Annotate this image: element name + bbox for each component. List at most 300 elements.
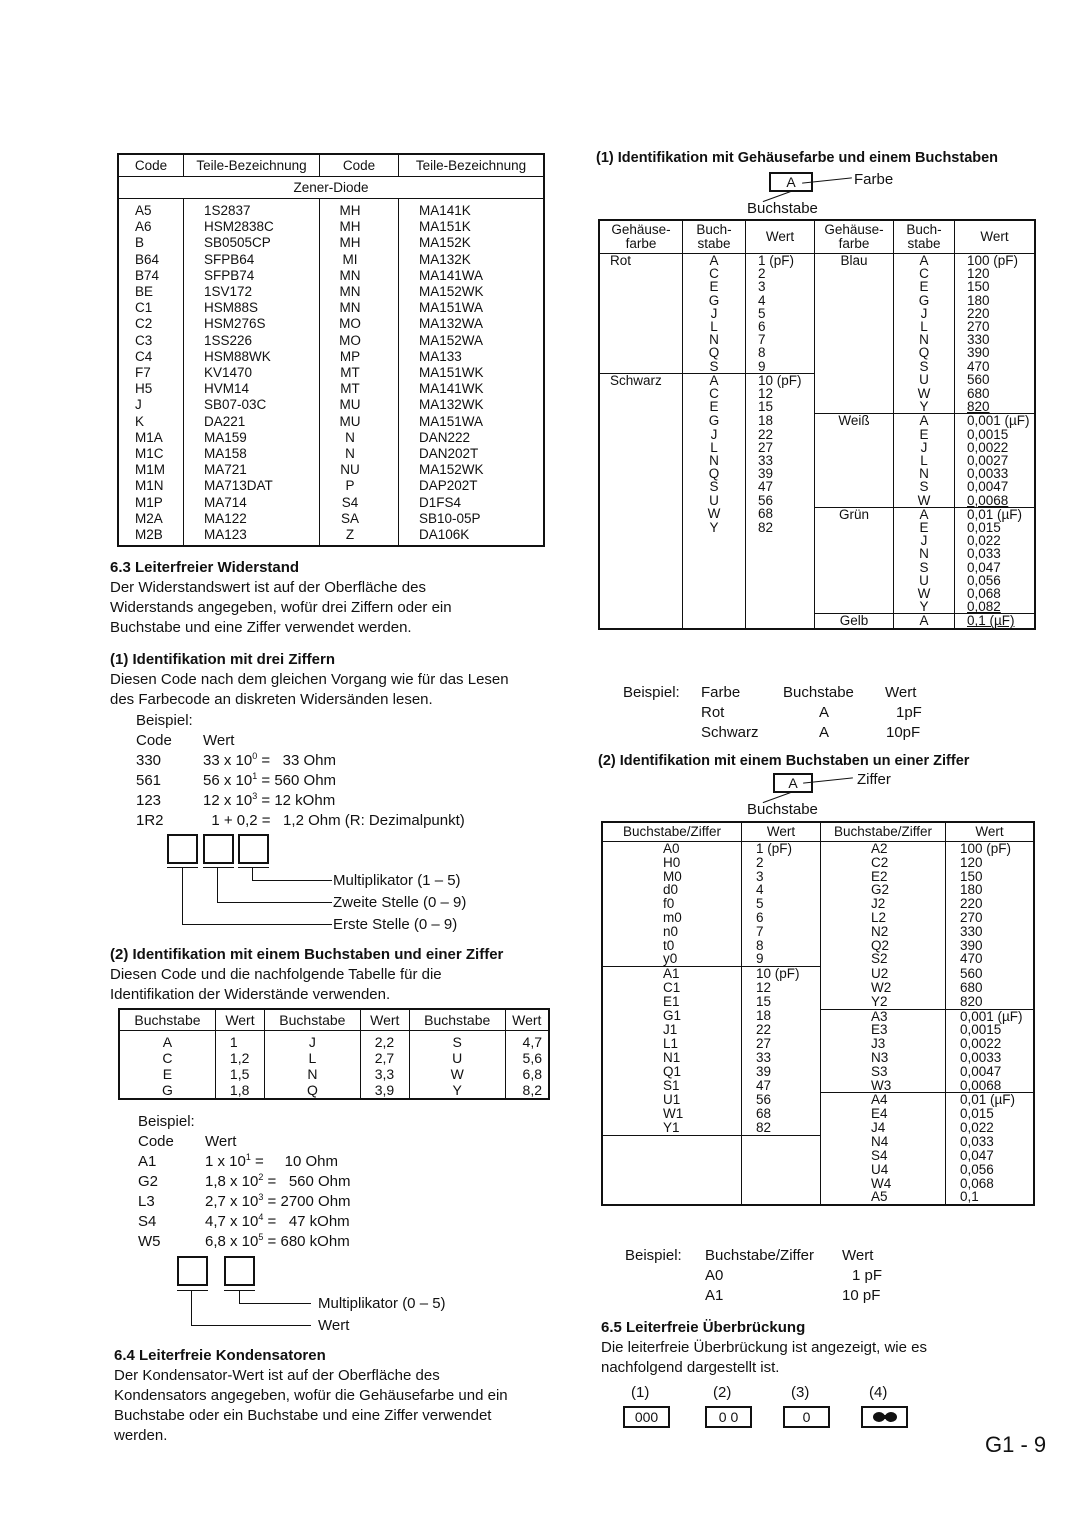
value-cell: 0,0068	[946, 1079, 1035, 1093]
zener-part: MA132WK	[399, 397, 545, 413]
value-cell	[746, 614, 815, 629]
zener-code: B64	[135, 251, 160, 267]
jumper-label: (1)	[631, 1384, 650, 1401]
color-letter-box: A	[769, 172, 813, 192]
letter-cell: A	[894, 254, 955, 268]
table-row	[118, 219, 544, 235]
zener-code: B	[135, 235, 145, 251]
label-second-digit: Zweite Stelle (0 – 9)	[333, 894, 467, 911]
value-cell: 1,8	[215, 1082, 264, 1099]
jumper-label: (3)	[791, 1384, 810, 1401]
zener-part: MA152WA	[399, 333, 545, 349]
letter-cell: E	[894, 521, 955, 534]
zener-code: MP	[320, 349, 399, 365]
value-cell: 8	[742, 939, 821, 953]
body-line: des Farbecode an diskreten Widersänden lesen.	[110, 691, 433, 708]
header-cell: Wert	[505, 1009, 549, 1031]
example-value: 10pF	[886, 724, 921, 741]
letter-digit-box: A	[773, 773, 813, 793]
zener-part: DAN222	[399, 430, 545, 446]
resistor-letter-table	[118, 1008, 550, 1100]
value-cell	[746, 547, 815, 560]
zener-part: MA151WA	[399, 300, 545, 316]
label-multiplier: Multiplikator (0 – 5)	[318, 1295, 446, 1312]
letter-cell: A	[894, 507, 955, 521]
value-cell: 6	[742, 911, 821, 925]
example-code: A1	[138, 1153, 157, 1170]
table-row	[599, 547, 1035, 560]
letter-cell: J	[894, 441, 955, 454]
table-row	[118, 333, 544, 349]
value-cell: 0,068	[946, 1177, 1035, 1191]
letter-cell: E	[894, 428, 955, 441]
header-cell: Wert	[742, 822, 821, 842]
letter-cell: Q	[265, 1082, 361, 1099]
table-row	[118, 268, 544, 284]
example-code: G2	[138, 1173, 159, 1190]
value-cell: 0,0027	[955, 454, 1036, 467]
zener-part: DA106K	[399, 527, 545, 546]
value-cell: 0,0015	[946, 1023, 1035, 1037]
zener-part: MA151WK	[399, 365, 545, 381]
code-cell: S1	[602, 1079, 742, 1093]
label-first-digit: Erste Stelle (0 – 9)	[333, 916, 458, 933]
letter-cell: G	[683, 414, 746, 428]
table-row	[118, 478, 544, 494]
zener-code: N	[320, 430, 399, 446]
code-cell: M0	[602, 870, 742, 884]
section-6-3-body	[110, 578, 452, 638]
value-cell: 82	[742, 1121, 821, 1135]
example-code: S4	[138, 1213, 157, 1230]
body-line: Der Kondensator-Wert ist auf der Oberfläche des	[114, 1367, 440, 1384]
section-6-5-title: 6.5 Leiterfreie Überbrückung	[601, 1319, 806, 1336]
color-cell	[815, 574, 894, 587]
value-cell: 0,022	[955, 534, 1036, 547]
code-cell: S2	[821, 952, 946, 966]
zener-code: M2B	[135, 527, 163, 543]
header-cell: Buch- stabe	[894, 220, 955, 254]
value-cell: 220	[946, 897, 1035, 911]
letter-cell	[683, 547, 746, 560]
zener-code: MH	[320, 235, 399, 251]
table-row	[599, 294, 1035, 307]
value-cell: 56	[746, 494, 815, 508]
value-cell: 0,056	[955, 574, 1036, 587]
value-cell: 0,015	[946, 1107, 1035, 1121]
letter-cell: A	[683, 254, 746, 268]
value-cell: 390	[955, 346, 1036, 359]
value-cell: 27	[742, 1037, 821, 1051]
zener-part: KV1470	[184, 365, 320, 381]
table-row	[602, 1121, 1034, 1135]
code-cell	[602, 1190, 742, 1205]
table-row	[118, 365, 544, 381]
value-cell: 33	[742, 1051, 821, 1065]
table-row	[119, 1066, 549, 1082]
letter-cell: S	[683, 480, 746, 493]
zener-part: MA141WK	[399, 381, 545, 397]
letter-cell: N	[894, 467, 955, 480]
zener-code: M1A	[135, 429, 163, 445]
value-cell: 3,3	[360, 1066, 409, 1082]
table-row	[602, 1051, 1034, 1065]
table-row	[602, 883, 1034, 897]
zener-code: K	[135, 413, 145, 429]
value-cell: 0,0033	[955, 467, 1036, 480]
letter-cell: E	[894, 280, 955, 293]
letter-cell: W	[894, 587, 955, 600]
table-row	[599, 561, 1035, 574]
exponent: 1	[252, 771, 258, 781]
zener-code: MO	[320, 316, 399, 332]
table-row	[599, 614, 1035, 629]
table-row	[602, 1177, 1034, 1191]
table-row	[602, 1079, 1034, 1093]
color-cell	[815, 280, 894, 293]
value-cell: 68	[746, 507, 815, 521]
color-cell	[599, 614, 683, 629]
value-cell: 9	[742, 952, 821, 966]
value-cell: 0,1 (µF)	[955, 614, 1036, 629]
code-cell: G2	[821, 883, 946, 897]
value-cell: 390	[946, 939, 1035, 953]
value-cell: 150	[946, 870, 1035, 884]
exponent: 3	[258, 1192, 264, 1202]
zener-code: MU	[320, 397, 399, 413]
example-code: W5	[138, 1233, 161, 1250]
table-row	[599, 480, 1035, 493]
zener-code: SA	[320, 511, 399, 527]
value-cell: 47	[742, 1079, 821, 1093]
code-cell: W3	[821, 1079, 946, 1093]
code-cell	[602, 1135, 742, 1149]
example-value: 10 pF	[842, 1287, 881, 1304]
value-cell: 6	[746, 320, 815, 333]
value-cell: 10 (pF)	[742, 967, 821, 981]
color-cell	[599, 346, 683, 359]
example-header: Wert	[842, 1247, 874, 1264]
value-cell: 2,2	[360, 1031, 409, 1051]
jumper-box: 000	[623, 1406, 670, 1428]
header-code: Code	[118, 154, 184, 177]
letter-cell: Y	[683, 521, 746, 534]
section-6-5-body	[601, 1338, 927, 1378]
value-cell: 0,0033	[946, 1051, 1035, 1065]
table-row	[602, 897, 1034, 911]
zener-part: DA221	[184, 414, 320, 430]
value-cell: 150	[955, 280, 1036, 293]
color-cell	[599, 574, 683, 587]
value-cell	[746, 534, 815, 547]
body-line: werden.	[114, 1427, 168, 1444]
code-cell: f0	[602, 897, 742, 911]
table-row	[119, 1031, 549, 1051]
zener-part: HSM88WK	[184, 349, 320, 365]
value-cell: 47	[746, 480, 815, 493]
value-cell: 82	[746, 521, 815, 534]
code-cell: A4	[821, 1093, 946, 1107]
letter-cell: E	[683, 280, 746, 293]
value-cell	[746, 587, 815, 600]
table-row	[118, 284, 544, 300]
table-row	[602, 842, 1034, 856]
table-row	[599, 254, 1035, 268]
letter-cell: J	[683, 307, 746, 320]
letter-cell: Q	[683, 467, 746, 480]
letter-cell: S	[683, 360, 746, 374]
value-cell: 15	[742, 995, 821, 1009]
table-row	[602, 1149, 1034, 1163]
header-code: Code	[320, 154, 399, 177]
value-cell: 0,001 (µF)	[955, 414, 1036, 428]
code-cell: E4	[821, 1107, 946, 1121]
value-cell: 220	[955, 307, 1036, 320]
capacitor-color-table	[598, 219, 1036, 630]
value-cell: 0,0022	[955, 441, 1036, 454]
table-row	[599, 494, 1035, 508]
table-row	[118, 495, 544, 511]
value-cell: 1 (pF)	[746, 254, 815, 268]
letter-cell: L	[683, 441, 746, 454]
value-cell: 0,033	[955, 547, 1036, 560]
jumper-dumbbell-icon	[861, 1406, 908, 1428]
code-cell: J2	[821, 897, 946, 911]
code-cell: N2	[821, 925, 946, 939]
letter-cell: Y	[894, 400, 955, 414]
code-cell: A0	[602, 842, 742, 856]
color-cell	[599, 534, 683, 547]
letter-cell	[683, 574, 746, 587]
value-cell: 6,8	[505, 1066, 549, 1082]
zener-part: HVM14	[184, 381, 320, 397]
table-row	[119, 1050, 549, 1066]
sub2-body	[110, 965, 442, 1005]
zener-code: MH	[320, 219, 399, 235]
header-cell: Wert	[360, 1009, 409, 1031]
color-cell: Schwarz	[599, 373, 683, 387]
table-row	[602, 981, 1034, 995]
header-cell: Wert	[955, 220, 1036, 254]
zener-part: 1SV172	[184, 284, 320, 300]
code-cell: U1	[602, 1093, 742, 1107]
code-cell: A5	[821, 1190, 946, 1205]
zener-part: MA141K	[399, 199, 545, 220]
header-cell: Buch- stabe	[683, 220, 746, 254]
table-row	[118, 527, 544, 546]
section-6-3-title: 6.3 Leiterfreier Widerstand	[110, 559, 300, 576]
zener-code: BE	[135, 284, 154, 300]
table-row	[118, 446, 544, 462]
letter-cell: L	[683, 320, 746, 333]
exponent: 5	[258, 1232, 264, 1242]
letter-cell: J	[894, 307, 955, 320]
letter-cell	[683, 561, 746, 574]
jumper-label: (4)	[869, 1384, 888, 1401]
table-row	[599, 414, 1035, 428]
value-cell	[746, 574, 815, 587]
color-cell	[815, 547, 894, 560]
example-value: 12 x $10^3 = 12$ kOhm	[203, 791, 336, 809]
body-line: Der Widerstandswert ist auf der Oberfläche des	[110, 579, 426, 596]
header-cell: Gehäuse- farbe	[599, 220, 683, 254]
code-cell: C2	[821, 856, 946, 870]
table-row	[599, 600, 1035, 614]
letter-cell: J	[894, 534, 955, 547]
cap2-example-label: Beispiel:	[625, 1247, 682, 1264]
letter-cell: E	[119, 1066, 215, 1082]
exponent: 4	[258, 1212, 264, 1222]
color-cell	[599, 387, 683, 400]
value-cell: 330	[955, 333, 1036, 346]
zener-part: MA122	[184, 511, 320, 527]
letter-cell: A	[894, 414, 955, 428]
section-6-4-body	[114, 1366, 508, 1446]
code-cell: L2	[821, 911, 946, 925]
zener-code: A6	[135, 219, 152, 235]
value-cell: 0,01 (µF)	[946, 1093, 1035, 1107]
zener-part: MA721	[184, 462, 320, 478]
color-cell: Rot	[599, 254, 683, 268]
table-row	[599, 280, 1035, 293]
zener-part: MA152K	[399, 235, 545, 251]
exponent: 3	[252, 791, 258, 801]
code-cell: J1	[602, 1023, 742, 1037]
color-cell	[815, 467, 894, 480]
value-cell: 0,033	[946, 1135, 1035, 1149]
table-row	[118, 462, 544, 478]
example-value: 1pF	[896, 704, 922, 721]
color-cell	[599, 507, 683, 521]
value-cell	[742, 1149, 821, 1163]
value-cell: 1,2	[215, 1050, 264, 1066]
letter-cell: N	[683, 454, 746, 467]
zener-code: S4	[320, 495, 399, 511]
value-cell: 180	[955, 294, 1036, 307]
letter-cell	[683, 614, 746, 629]
code-cell: t0	[602, 939, 742, 953]
header-cell: Gehäuse- farbe	[815, 220, 894, 254]
zener-part: HSM276S	[184, 316, 320, 332]
value-cell: 0,047	[955, 561, 1036, 574]
table-row	[602, 1037, 1034, 1051]
color-cell	[599, 267, 683, 280]
letter-cell: J	[683, 428, 746, 441]
zener-part: MA151WA	[399, 414, 545, 430]
letter-cell: W	[894, 387, 955, 400]
code-cell: E2	[821, 870, 946, 884]
sub1-title: (1) Identifikation mit drei Ziffern	[110, 651, 336, 668]
table-row	[118, 430, 544, 446]
table-row	[602, 952, 1034, 966]
zener-code: N	[320, 446, 399, 462]
value-cell: 3	[742, 870, 821, 884]
value-cell: 0,1	[946, 1190, 1035, 1205]
section-6-4-title: 6.4 Leiterfreie Kondensatoren	[114, 1347, 326, 1364]
table-row	[118, 397, 544, 413]
letter-cell: S	[894, 480, 955, 493]
code-cell: U2	[821, 967, 946, 981]
code-cell: W1	[602, 1107, 742, 1121]
color-cell	[815, 441, 894, 454]
letter-cell: Y	[409, 1082, 505, 1099]
value-cell: 180	[946, 883, 1035, 897]
code-cell: A2	[821, 842, 946, 856]
code-cell	[602, 1163, 742, 1177]
value-cell: 120	[946, 856, 1035, 870]
value-cell: 0,0015	[955, 428, 1036, 441]
cap2-title: (2) Identifikation mit einem Buchstaben un einer Ziffer	[598, 753, 970, 769]
color-cell	[599, 494, 683, 508]
value-cell	[742, 1177, 821, 1191]
value-cell: 18	[746, 414, 815, 428]
zener-code: C4	[135, 348, 153, 364]
letter-cell: S	[894, 561, 955, 574]
table-row	[602, 925, 1034, 939]
value-cell: 3,9	[360, 1082, 409, 1099]
zener-part: MA714	[184, 495, 320, 511]
letter-box	[177, 1256, 208, 1286]
zener-part: SFPB64	[184, 252, 320, 268]
value-cell: 560	[946, 967, 1035, 981]
body-line: nachfolgend dargestellt ist.	[601, 1359, 780, 1376]
zener-part: 1SS226	[184, 333, 320, 349]
color-cell	[815, 267, 894, 280]
value-cell	[746, 561, 815, 574]
letter-cell: C	[894, 267, 955, 280]
letter-cell: A	[119, 1031, 215, 1051]
zener-code: C3	[135, 332, 153, 348]
code-cell: E1	[602, 995, 742, 1009]
table-row	[602, 870, 1034, 884]
body-line: Kondensators angegeben, wofür die Gehäusefarbe und ein	[114, 1387, 508, 1404]
zener-part: MA123	[184, 527, 320, 546]
example-color: Schwarz	[701, 724, 759, 741]
example-letter: A	[819, 724, 830, 741]
color-cell	[599, 400, 683, 414]
value-cell: 470	[946, 952, 1035, 966]
color-cell: Weiß	[815, 414, 894, 428]
color-cell	[599, 294, 683, 307]
body-line: Diesen Code nach dem gleichen Vorgang wie für das Lesen	[110, 671, 509, 688]
zener-part: 1S2837	[184, 199, 320, 220]
table-row	[599, 360, 1035, 374]
zener-part: MA152WK	[399, 284, 545, 300]
header-part: Teile-Bezeichnung	[399, 154, 545, 177]
example-code: A1	[705, 1287, 724, 1304]
code-cell	[602, 1177, 742, 1191]
value-cell: 15	[746, 400, 815, 414]
value-cell: 0,01 (µF)	[955, 507, 1036, 521]
body-line: Die leiterfreie Überbrückung ist angezeigt, wie es	[601, 1339, 927, 1356]
value-cell: 270	[946, 911, 1035, 925]
example-code: L3	[138, 1193, 155, 1210]
zener-code: F7	[135, 365, 151, 381]
header-cell: Buchstabe	[265, 1009, 361, 1031]
color-cell	[815, 346, 894, 359]
code-cell: Q1	[602, 1065, 742, 1079]
color-cell	[815, 294, 894, 307]
sub1-example-header-value: Wert	[203, 732, 235, 749]
value-cell: 22	[742, 1023, 821, 1037]
letter-cell	[683, 587, 746, 600]
digit-box	[203, 834, 234, 864]
color-cell	[815, 320, 894, 333]
value-cell: 0,0047	[946, 1065, 1035, 1079]
zener-code: MT	[320, 381, 399, 397]
color-cell	[815, 333, 894, 346]
table-row	[602, 939, 1034, 953]
